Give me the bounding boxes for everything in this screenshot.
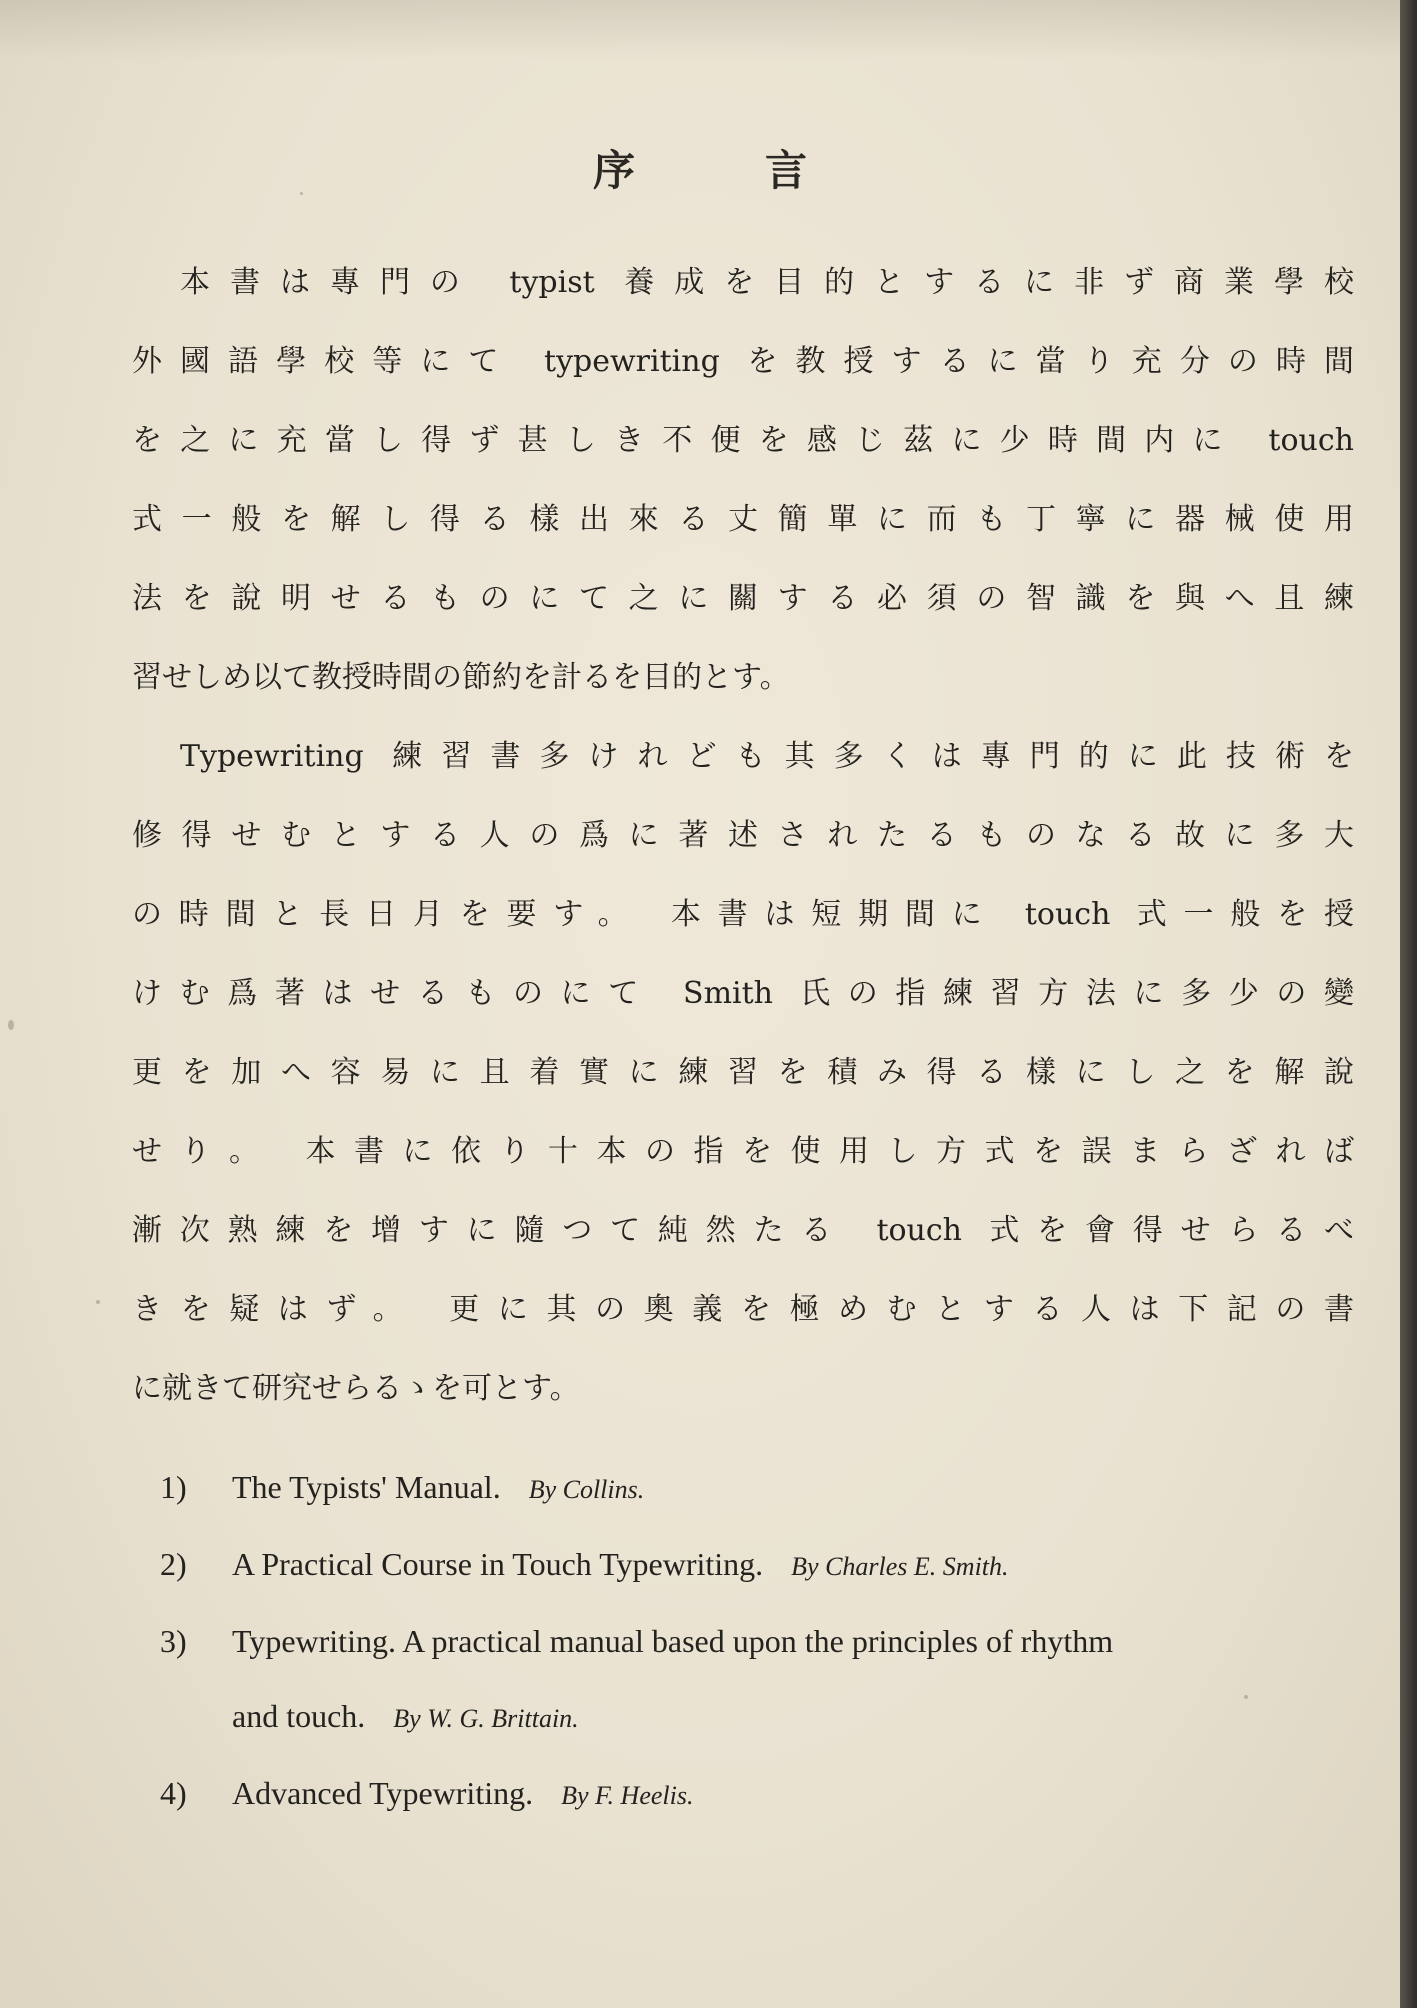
reference-number: 4) (160, 1775, 187, 1811)
paragraph-2 (132, 732, 1354, 1443)
paragraph-1 (132, 258, 1354, 732)
text-line: に就きて研究せらるゝを可とす。 (132, 1371, 580, 1406)
reference-title: Typewriting. A practical manual based upon the principles of rhythm (232, 1623, 1114, 1659)
reference-author: By Charles E. Smith. (791, 1552, 1009, 1581)
text-line: 更を加へ容易に且着實に練習を積み得る樣にし之を解說 (132, 1055, 1354, 1090)
text-line: けむ爲著はせるものにて Smith 氏の指練習方法に多少の變 (132, 976, 1354, 1011)
reference-continuation (160, 1679, 1360, 1756)
page-heading: 序言 (592, 146, 937, 195)
paper-speck (1244, 1695, 1248, 1699)
text-line: 式一般を解し得る樣出來る丈簡單に而も丁寧に器械使用 (132, 502, 1354, 537)
text-line: 漸次熟練を增すに隨つて純然たる touch 式を會得せらるべ (132, 1213, 1354, 1248)
text-line: 習せしめ以て教授時間の節約を計るを目的とす。 (132, 660, 790, 695)
text-line: きを疑はず。 更に其の奧義を極めむとする人は下記の書 (132, 1292, 1354, 1327)
reference-title: Advanced Typewriting. (232, 1775, 534, 1811)
text-line: Typewriting 練習書多けれども其多くは專門的に此技術を (180, 739, 1354, 774)
reference-number: 3) (160, 1623, 187, 1659)
page-shadow (0, 0, 1400, 60)
reference-title: The Typists' Manual. (232, 1469, 501, 1505)
text-line: の時間と長日月を要す。 本書は短期間に touch 式一般を授 (132, 897, 1354, 932)
reference-author: By F. Heelis. (561, 1781, 694, 1810)
reference-author: By W. G. Brittain. (393, 1704, 579, 1733)
text-line: 法を說明せるものにて之に關する必須の智識を與へ且練 (132, 581, 1354, 616)
paper-speck (96, 1300, 100, 1304)
reference-title: A Practical Course in Touch Typewriting. (232, 1546, 764, 1582)
reference-item (160, 1604, 1360, 1679)
text-line: を之に充當し得ず甚しき不便を感じ茲に少時間内に touch (132, 423, 1354, 458)
text-line: 修得せむとする人の爲に著述されたるものなる故に多大 (132, 818, 1354, 853)
reference-item (160, 1756, 1360, 1833)
reference-title-continued: and touch. (232, 1698, 366, 1734)
reference-number: 1) (160, 1469, 187, 1505)
reference-item (160, 1450, 1360, 1527)
reference-author: By Collins. (528, 1475, 645, 1504)
paper-stain (8, 1020, 14, 1030)
paper-speck (748, 1560, 753, 1565)
text-line: 外國語學校等にて typewriting を教授するに當り充分の時間 (132, 344, 1354, 379)
text-line: 本書は專門の typist 養成を目的とするに非ず商業學校 (180, 265, 1354, 300)
paper-speck (300, 192, 303, 195)
reference-list (160, 1450, 1360, 1833)
text-line: せり。 本書に依り十本の指を使用し方式を誤まらざれば (132, 1134, 1354, 1169)
reference-item (160, 1527, 1360, 1604)
page-edge-shadow (1400, 0, 1417, 2008)
reference-number: 2) (160, 1546, 187, 1582)
